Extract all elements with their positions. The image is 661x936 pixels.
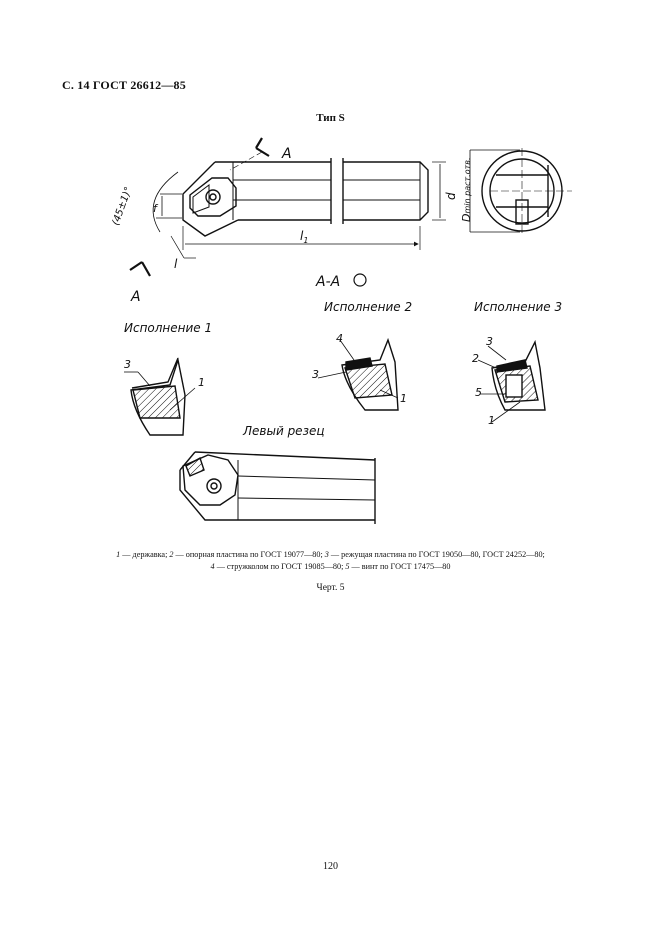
dim-dmin-label: Dmin раст.отв.	[460, 157, 473, 222]
legend: 1 — державка; 2 — опорная пластина по ГОСТ 19077—80; 3 — режущая пластина по ГОСТ 19050—80, ГОСТ 24252—80; 4 — стружколом по ГОСТ 19085—80; 5 — винт по ГОСТ 17475—80	[116, 550, 545, 571]
variant-2-title: Исполнение 2	[324, 300, 413, 314]
figure-caption: Черт. 5	[316, 583, 345, 593]
dim-f-label: f	[153, 202, 157, 215]
variant-2-section	[318, 340, 398, 410]
angle-dimension: (45±1)°	[110, 185, 135, 228]
section-mark-top: А	[282, 146, 292, 162]
variant-3-title: Исполнение 3	[474, 300, 563, 314]
left-cutter-view	[180, 452, 375, 524]
v2-num-1: 1	[400, 392, 407, 405]
legend-num-4: 4	[210, 562, 215, 571]
page-number: 120	[323, 861, 338, 872]
v1-num-3: 3	[124, 358, 131, 371]
v3-num-2: 2	[472, 352, 479, 365]
v3-num-5: 5	[475, 386, 482, 399]
legend-num-1: 1	[116, 550, 121, 559]
legend-num-3: 3	[324, 550, 329, 559]
legend-text-5: винт по ГОСТ 17475—80	[361, 562, 451, 571]
main-cutter-view	[130, 138, 520, 276]
variant-3-section	[478, 342, 545, 422]
dim-l-label: l	[174, 257, 178, 271]
section-mark-bottom: А	[131, 289, 141, 305]
end-view	[482, 148, 572, 236]
legend-text-1: державка;	[132, 550, 168, 559]
left-cutter-title: Левый резец	[243, 424, 325, 438]
legend-num-2: 2	[169, 550, 174, 559]
legend-text-3: режущая пластина по ГОСТ 19050—80, ГОСТ 24252—80;	[341, 550, 545, 559]
variant-1-section	[124, 358, 195, 435]
variant-1-title: Исполнение 1	[124, 321, 213, 335]
section-circle-icon	[354, 274, 366, 286]
v2-num-4: 4	[336, 332, 343, 345]
v1-num-1: 1	[198, 376, 205, 389]
legend-text-4: стружколом по ГОСТ 19085—80;	[226, 562, 344, 571]
dim-l1-label: $l_1$	[300, 229, 309, 245]
legend-num-5: 5	[345, 562, 350, 571]
v3-num-1: 1	[488, 414, 495, 427]
page-header: С. 14 ГОСТ 26612—85	[62, 78, 186, 92]
v3-num-3: 3	[486, 335, 493, 348]
legend-text-2: опорная пластина по ГОСТ 19077—80;	[185, 550, 323, 559]
dim-d-label: d	[444, 192, 458, 200]
type-title: Тип S	[316, 112, 345, 124]
v2-num-3: 3	[312, 368, 319, 381]
section-title: А-А	[316, 274, 341, 290]
